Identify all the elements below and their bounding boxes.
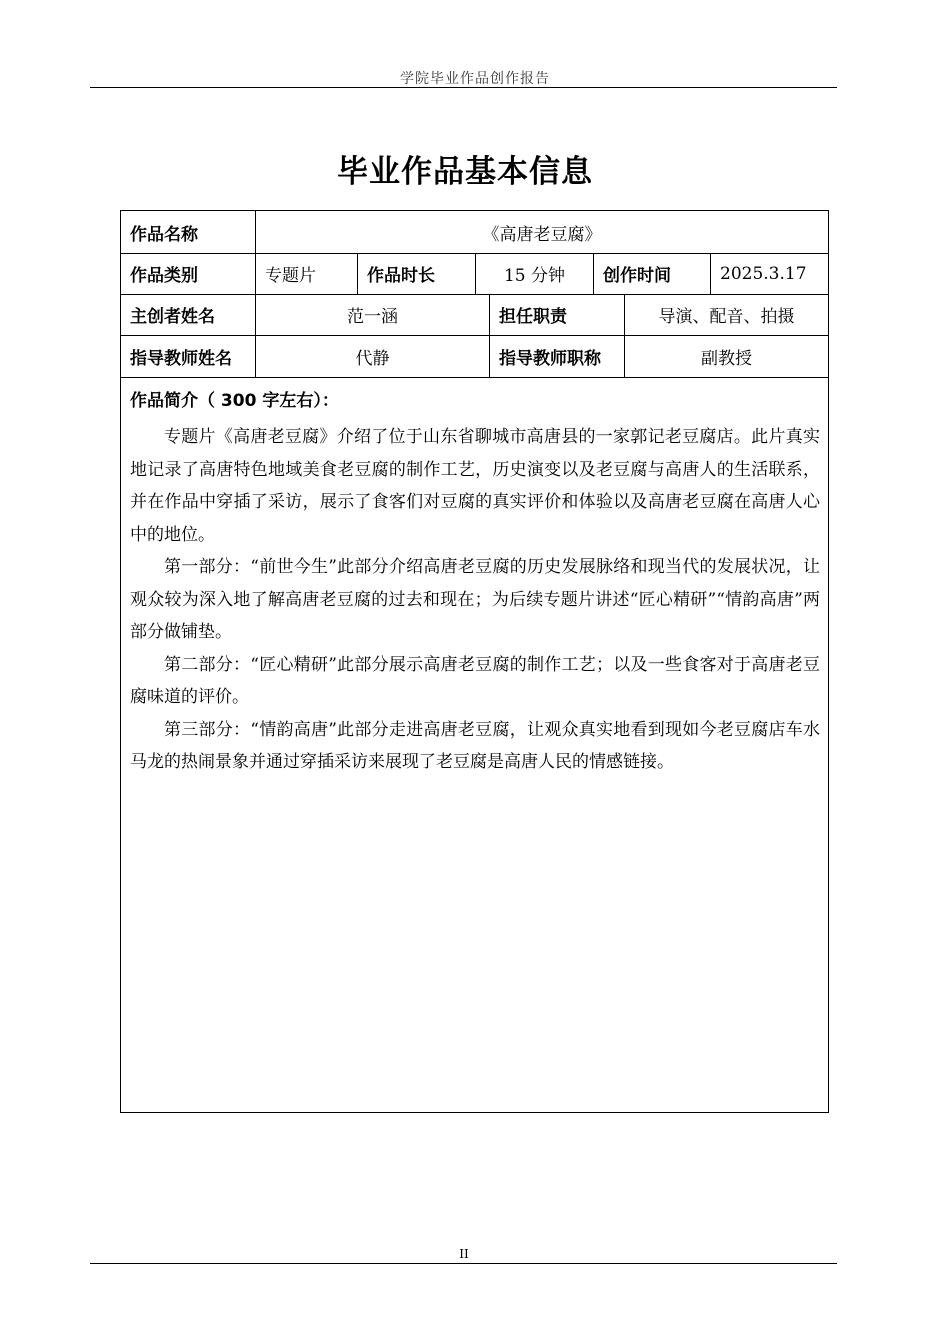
creator-name: 范一涵: [255, 294, 489, 335]
duration-label: 作品时长: [357, 253, 475, 294]
table-row-advisor: [121, 335, 828, 378]
date-label: 创作时间: [593, 253, 710, 294]
intro-body: [130, 421, 820, 779]
table-row-category: [121, 253, 828, 295]
advisor-title-label: 指导教师职称: [489, 335, 624, 377]
work-name-value: 《高唐老豆腐》: [255, 211, 828, 253]
table-row-work-name: [121, 211, 828, 254]
date-value: 2025.3.17: [710, 253, 828, 294]
duration-value: 15 分钟: [475, 253, 593, 294]
category-value: 专题片: [255, 253, 357, 294]
intro-paragraph: 第三部分：“情韵高唐”此部分走进高唐老豆腐，让观众真实地看到现如今老豆腐店车水马龙的热闹景象并通过穿插采访来展现了老豆腐是高唐人民的情感链接。: [130, 719, 820, 772]
running-header: 学院毕业作品创作报告: [400, 71, 550, 87]
page-number: II: [459, 1247, 469, 1261]
advisor-title-value: 副教授: [624, 335, 828, 377]
creator-label: 主创者姓名: [130, 307, 215, 327]
info-table: [120, 210, 829, 1113]
intro-paragraph: 专题片《高唐老豆腐》介绍了位于山东省聊城市高唐县的一家郭记老豆腐店。此片真实地记录了高唐特色地域美食老豆腐的制作工艺，历史演变以及老豆腐与高唐人的生活联系，并在作品中穿插了采访，展示了食客们对豆腐的真实评价和体验以及高唐老豆腐在高唐人心中的地位。: [130, 427, 820, 545]
page-title: 毕业作品基本信息: [337, 154, 593, 190]
advisor-name: 代静: [255, 335, 489, 377]
intro-paragraph: 第一部分：“前世今生”此部分介绍高唐老豆腐的历史发展脉络和现当代的发展状况，让观众较为深入地了解高唐老豆腐的过去和现在；为后续专题片讲述“匠心精研”“情韵高唐”两部分做铺垫。: [130, 557, 820, 642]
table-row-creator: [121, 294, 828, 336]
role-label: 担任职责: [489, 294, 624, 335]
work-name-label: 作品名称: [130, 224, 198, 245]
role-value: 导演、配音、拍摄: [624, 294, 828, 335]
header-rule: [90, 87, 837, 88]
advisor-label: 指导教师姓名: [130, 348, 232, 369]
footer-rule: [90, 1263, 837, 1264]
category-label: 作品类别: [130, 266, 198, 286]
intro-label: 作品简介（ 300 字左右）：: [130, 391, 339, 411]
intro-paragraph: 第二部分：“匠心精研”此部分展示高唐老豆腐的制作工艺；以及一些食客对于高唐老豆腐味道的评价。: [130, 654, 820, 707]
